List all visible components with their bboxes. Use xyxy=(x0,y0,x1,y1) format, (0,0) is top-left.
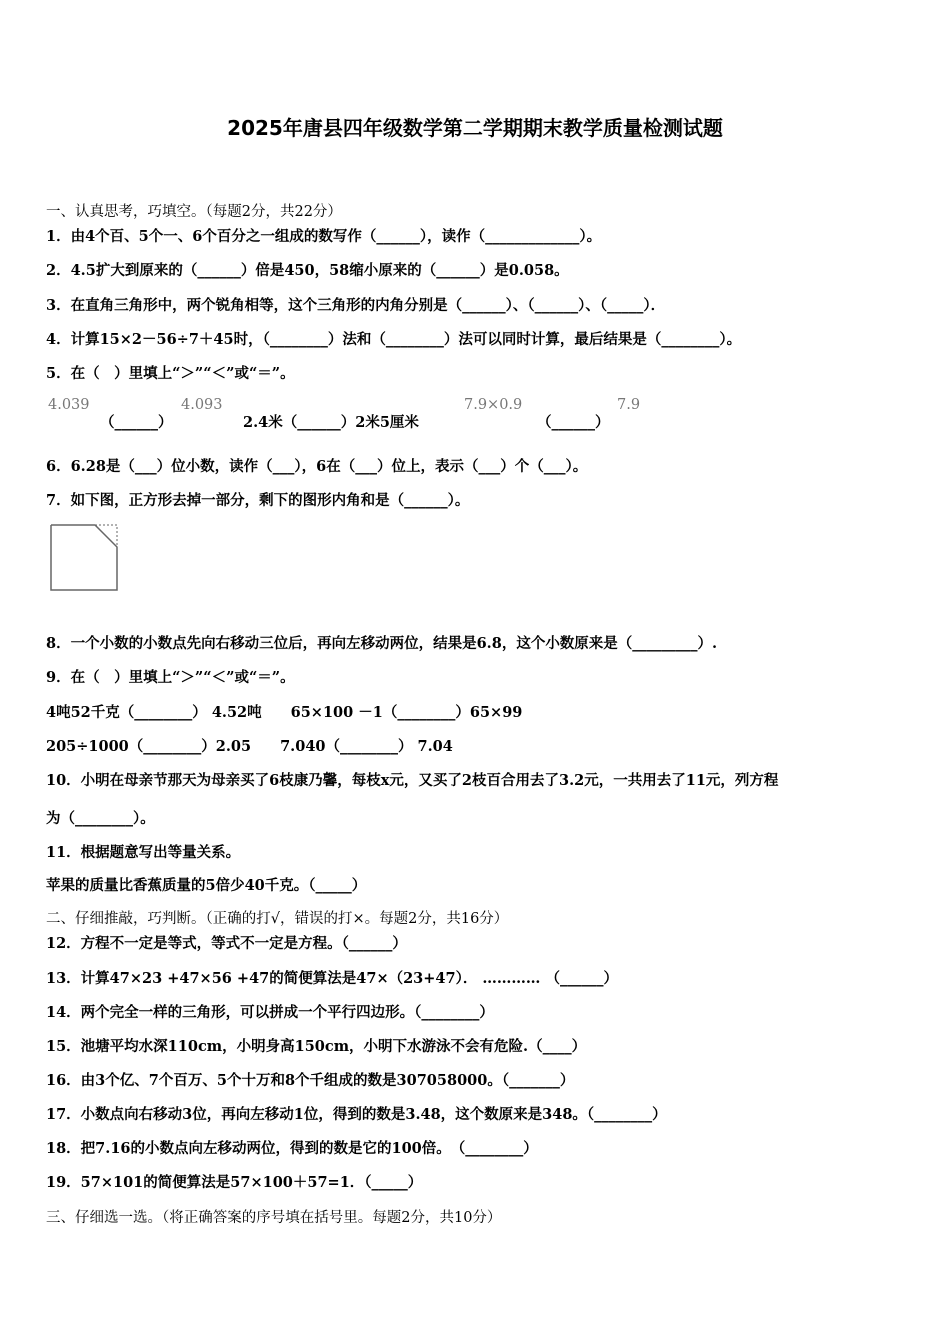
question-5: 5．在（ ）里填上“＞”“＜”或“＝”。 xyxy=(46,365,295,382)
q5-c-right: 7.9 xyxy=(617,397,641,413)
section-1-heading: 一、认真思考，巧填空。（每题2分，共22分） xyxy=(46,204,342,220)
q5-c-blank: （______） xyxy=(537,414,610,431)
question-1: 1．由4个百、5个一、6个百分之一组成的数写作（______），读作（_____________）。 xyxy=(46,228,602,245)
question-11-statement: 苹果的质量比香蕉质量的5倍少40千克。（_____） xyxy=(46,877,367,894)
square-cut-corner-figure xyxy=(50,524,120,592)
question-12: 12．方程不一定是等式，等式不一定是方程。（______） xyxy=(46,935,407,952)
question-10-line-1: 10．小明在母亲节那天为母亲买了6枝康乃馨，每枝x元，又买了2枝百合用去了3.2元，一共用去了11元，列方程 xyxy=(46,772,779,789)
q5-c-left: 7.9×0.9 xyxy=(464,397,523,413)
q5-a-left: 4.039 xyxy=(48,397,90,413)
q5-b: 2.4米（______）2米5厘米 xyxy=(243,414,419,431)
page-title: 2025年唐县四年级数学第二学期期末教学质量检测试题 xyxy=(227,116,723,140)
section-2-heading: 二、仔细推敲，巧判断。（正确的打√，错误的打×。每题2分，共16分） xyxy=(46,911,509,927)
section-3-heading: 三、仔细选一选。（将正确答案的序号填在括号里。每题2分，共10分） xyxy=(46,1210,502,1226)
question-6: 6．6.28是（___）位小数，读作（___），6在（___）位上，表示（___）个（___）。 xyxy=(46,458,588,475)
question-9: 9．在（ ）里填上“＞”“＜”或“＝”。 xyxy=(46,669,295,686)
question-4: 4．计算15×2－56÷7＋45时，（________）法和（________）法可以同时计算，最后结果是（________）。 xyxy=(46,331,742,348)
question-13: 13．计算47×23 +47×56 +47的简便算法是47×（23+47）． ………… （______） xyxy=(46,970,618,987)
question-9-row-1: 4吨52千克（________） 4.52吨 65×100 －1（________）65×99 xyxy=(46,704,523,721)
question-16: 16．由3个亿、7个百万、5个十万和8个千组成的数是307058000。（_______） xyxy=(46,1072,575,1089)
question-18: 18．把7.16的小数点向左移动两位，得到的数是它的100倍。 （________） xyxy=(46,1140,538,1157)
question-19: 19．57×101的简便算法是57×100＋57=1．（_____） xyxy=(46,1174,423,1191)
question-3: 3．在直角三角形中，两个锐角相等，这个三角形的内角分别是（______）、（______）、（_____）． xyxy=(46,297,666,314)
question-9-row-2: 205÷1000（________）2.05 7.040（________） 7.04 xyxy=(46,738,453,755)
q5-a-right: 4.093 xyxy=(181,397,223,413)
question-17: 17．小数点向右移动3位，再向左移动1位，得到的数是3.48，这个数原来是348。（________） xyxy=(46,1106,667,1123)
question-7: 7．如下图，正方形去掉一部分，剩下的图形内角和是（______）。 xyxy=(46,492,470,509)
question-14: 14．两个完全一样的三角形，可以拼成一个平行四边形。（________） xyxy=(46,1004,494,1021)
question-2: 2．4.5扩大到原来的（______）倍是450，58缩小原来的（______）是0.058。 xyxy=(46,262,569,279)
question-15: 15．池塘平均水深110cm，小明身高150cm，小明下水游泳不会有危险.（____） xyxy=(46,1038,587,1055)
question-11: 11．根据题意写出等量关系。 xyxy=(46,844,241,861)
q5-a-blank: （______） xyxy=(100,414,173,431)
question-8: 8．一个小数的小数点先向右移动三位后，再向左移动两位，结果是6.8，这个小数原来是（_________）. xyxy=(46,635,718,652)
question-10-line-2: 为（________）。 xyxy=(46,810,155,827)
